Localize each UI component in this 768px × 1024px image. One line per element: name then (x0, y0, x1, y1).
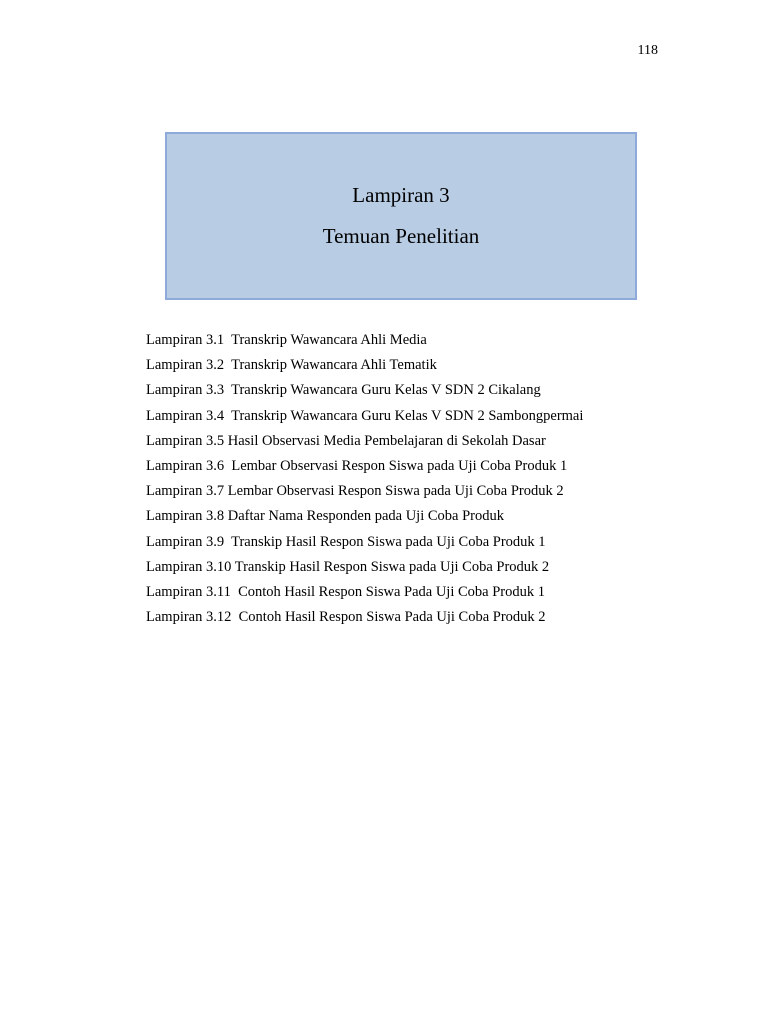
attachment-item: Lampiran 3.5 Hasil Observasi Media Pembelajaran di Sekolah Dasar (146, 432, 546, 449)
attachment-item: Lampiran 3.7 Lembar Observasi Respon Siswa pada Uji Coba Produk 2 (146, 483, 564, 500)
attachment-item: Lampiran 3.6 Lembar Observasi Respon Siswa pada Uji Coba Produk 1 (146, 457, 568, 474)
attachment-item: Lampiran 3.4 Transkrip Wawancara Guru Kelas V SDN 2 Sambongpermai (146, 407, 584, 424)
attachment-item: Lampiran 3.10 Transkip Hasil Respon Siswa pada Uji Coba Produk 2 (146, 558, 550, 575)
title-box (165, 132, 637, 300)
attachment-item: Lampiran 3.8 Daftar Nama Responden pada Uji Coba Produk (146, 508, 504, 525)
attachment-item: Lampiran 3.2 Transkrip Wawancara Ahli Tematik (146, 357, 437, 374)
page-number: 118 (637, 43, 658, 58)
attachment-item: Lampiran 3.11 Contoh Hasil Respon Siswa Pada Uji Coba Produk 1 (146, 583, 545, 600)
attachment-item: Lampiran 3.1 Transkrip Wawancara Ahli Media (146, 332, 427, 348)
attachment-item: Lampiran 3.12 Contoh Hasil Respon Siswa Pada Uji Coba Produk 2 (146, 609, 546, 626)
attachment-list (146, 328, 706, 630)
attachment-item: Lampiran 3.9 Transkip Hasil Respon Siswa pada Uji Coba Produk 1 (146, 533, 546, 550)
attachment-item: Lampiran 3.3 Transkrip Wawancara Guru Kelas V SDN 2 Cikalang (146, 382, 541, 399)
attachment-heading: Lampiran 3 (352, 183, 450, 207)
attachment-subheading: Temuan Penelitian (322, 224, 480, 248)
